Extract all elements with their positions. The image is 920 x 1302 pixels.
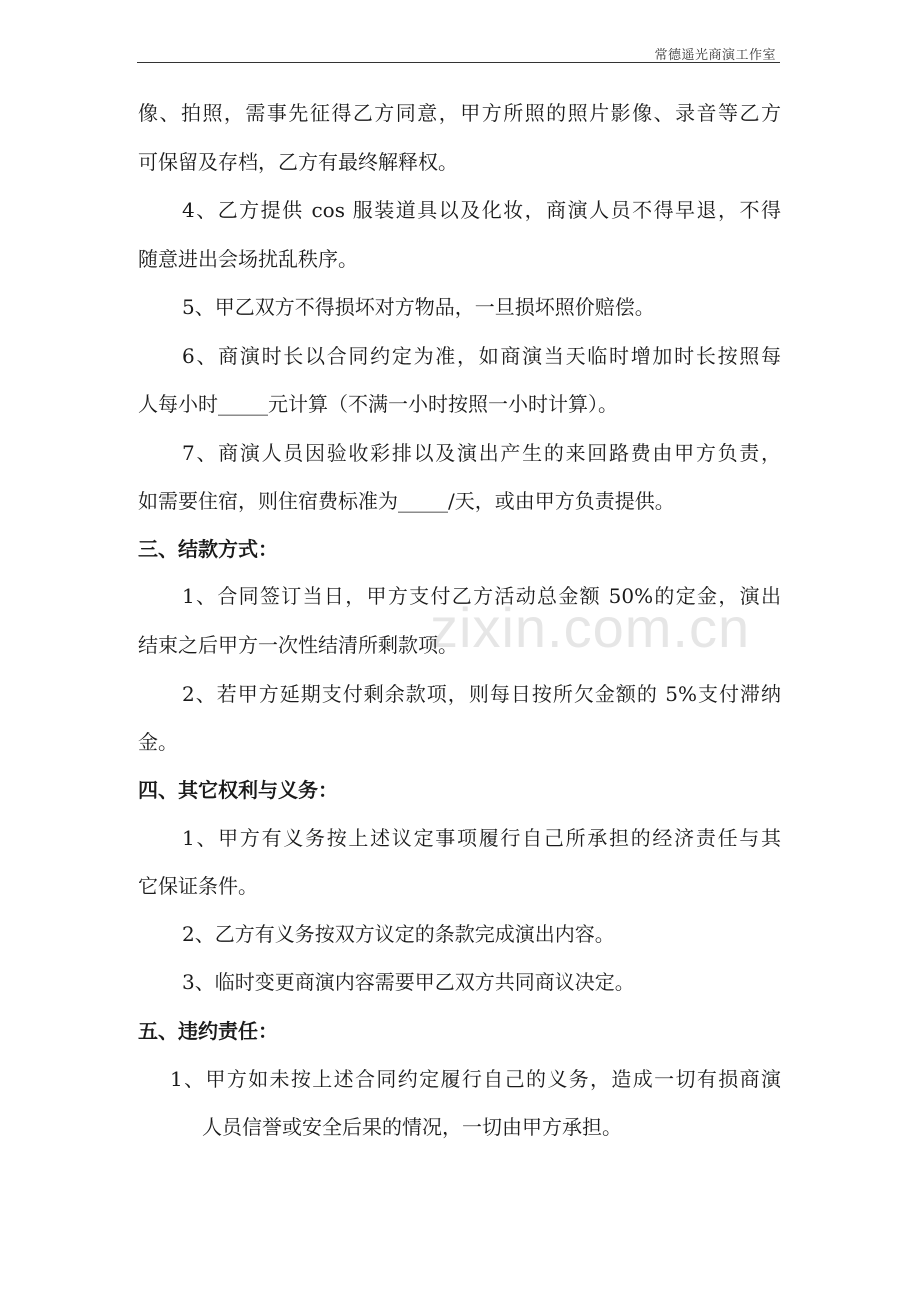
header-studio-name: 常德遥光商演工作室 bbox=[654, 48, 776, 63]
page-header bbox=[137, 40, 780, 63]
clause-4-line: 随意进出会场扰乱秩序。 bbox=[138, 247, 358, 271]
clause-7-line: 如需要住宿，则住宿费标准为_____/天，或由甲方负责提供。 bbox=[138, 489, 675, 513]
section-3-item-line: 结束之后甲方一次性结清所剩款项。 bbox=[138, 633, 458, 657]
section-3-heading: 三、结款方式： bbox=[138, 537, 278, 561]
section-4-item-line: 它保证条件。 bbox=[138, 874, 258, 898]
section-3-item-line: 金。 bbox=[138, 730, 178, 754]
clause-6-line: 人每小时_____元计算（不满一小时按照一小时计算）。 bbox=[138, 392, 618, 416]
section-5-heading: 五、违约责任： bbox=[138, 1019, 278, 1043]
section-4-item-line: 3、临时变更商演内容需要甲乙双方共同商议决定。 bbox=[182, 970, 635, 994]
watermark: zixin.com.cn bbox=[430, 596, 751, 659]
section-5-item-line: 人员信誉或安全后果的情况，一切由甲方承担。 bbox=[202, 1115, 622, 1139]
clause-5-line: 5、甲乙双方不得损坏对方物品，一旦损坏照价赔偿。 bbox=[182, 295, 655, 319]
section-4-heading: 四、其它权利与义务： bbox=[138, 778, 338, 802]
section-4-item-line: 1、甲方有义务按上述议定事项履行自己所承担的经济责任与其 bbox=[182, 826, 781, 850]
paragraph-line: 可保留及存档，乙方有最终解释权。 bbox=[138, 150, 458, 174]
section-4-item-line: 2、乙方有义务按双方议定的条款完成演出内容。 bbox=[182, 922, 615, 946]
clause-4-line: 4、乙方提供 cos 服装道具以及化妆，商演人员不得早退，不得 bbox=[182, 198, 781, 222]
clause-7-line: 7、商演人员因验收彩排以及演出产生的来回路费由甲方负责， bbox=[182, 441, 781, 465]
paragraph-line: 像、拍照，需事先征得乙方同意，甲方所照的照片影像、录音等乙方 bbox=[138, 101, 781, 125]
section-3-item-line: 1、合同签订当日，甲方支付乙方活动总金额 50%的定金，演出 bbox=[182, 584, 781, 608]
section-3-item-line: 2、若甲方延期支付剩余款项，则每日按所欠金额的 5%支付滞纳 bbox=[182, 682, 781, 706]
section-5-item-line: 1、甲方如未按上述合同约定履行自己的义务，造成一切有损商演 bbox=[170, 1067, 781, 1091]
clause-6-line: 6、商演时长以合同约定为准，如商演当天临时增加时长按照每 bbox=[182, 344, 781, 368]
